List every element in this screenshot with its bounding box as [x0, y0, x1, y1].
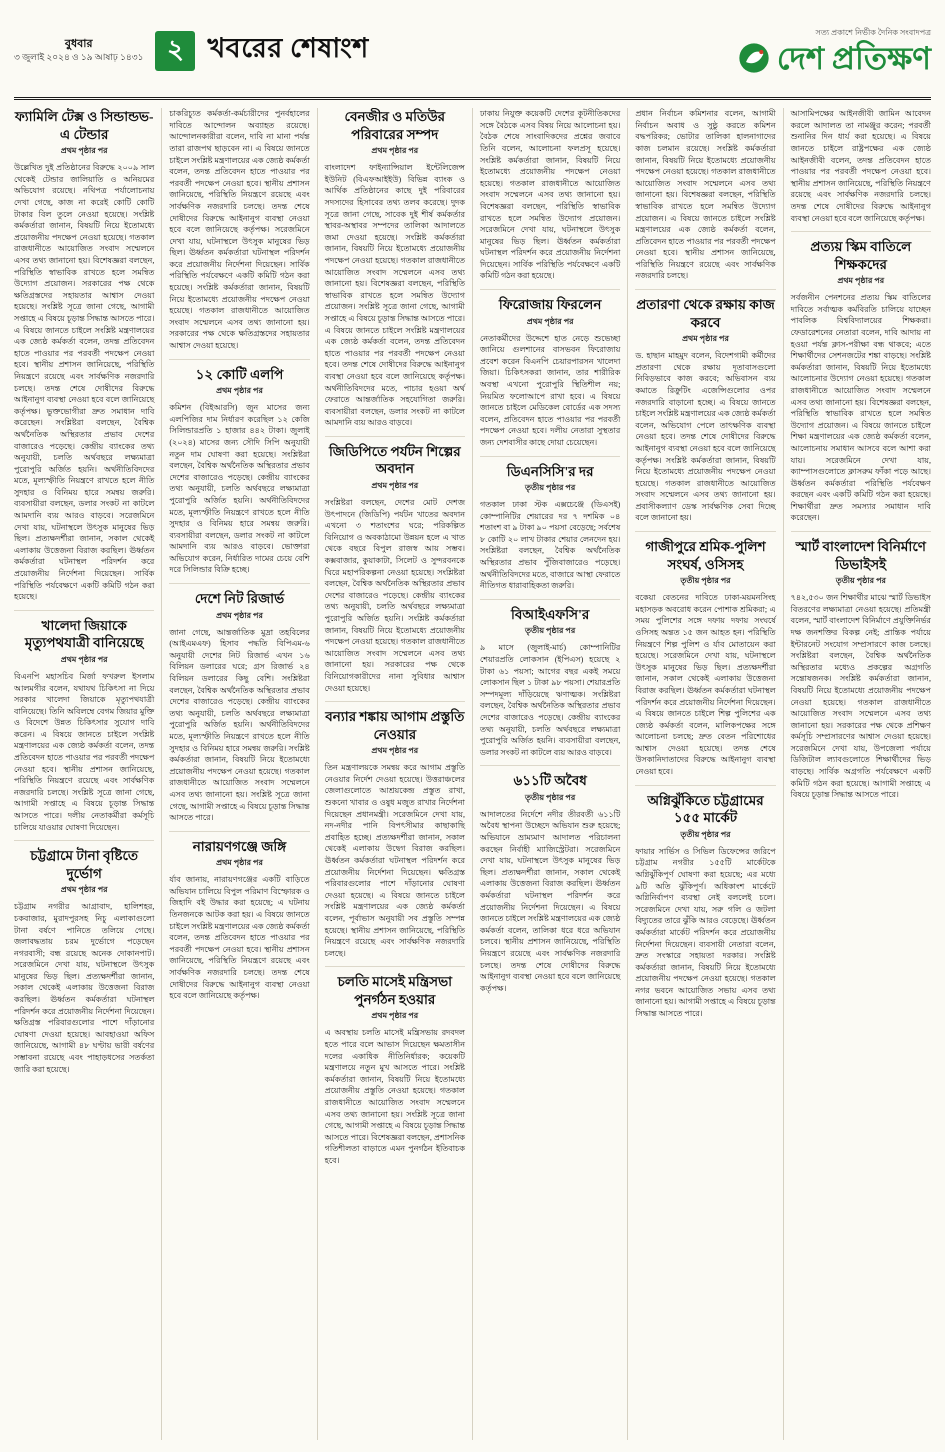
article-body: কমিশন (বিইআরসি) জুন মাসের জন্য এলপিজির দাম নির্ধারণ করেছিল ১২ কেজি সিলিন্ডারপ্রতি ১ হাজার ৪৪২ টাকা। জুলাই (২০২৪) মাসের জন্য সৌদি সিপি অনুযায়ী নতুন দাম ঘোষণা করা হয়েছে। সংশ্লিষ্টরা বলছেন, বৈশ্বিক অর্থনৈতিক অস্থিরতার প্রভাব দেশের বাজারেও পড়েছে। কেন্দ্রীয় ব্যাংকের তথ্য অনুযায়ী, চলতি অর্থবছরে লক্ষ্যমাত্রা পুরোপুরি অর্জিত হয়নি। অর্থনীতিবিদদের মতে, মূল্যস্ফীতি নিয়ন্ত্রণে রাখতে হলে নীতি সুদহার ও বিনিময় হারে সমন্বয় জরুরি। ব্যবসায়ীরা বলছেন, ডলার সংকট না কাটলে আমদানি ব্যয় আরও বাড়বে। ভোক্তারা অভিযোগ করেন, নির্ধারিত দামের চেয়ে বেশি দরে সিলিন্ডার বিক্রি হচ্ছে।	[169, 403, 310, 575]
column-4	[472, 108, 627, 1440]
article-headline: জিডিপিতে পর্যটন শিল্পের অবদান	[328, 443, 461, 477]
article-headline: ফিরোজায় ফিরলেন	[498, 297, 602, 313]
article-body: বিএনপি মহাসচিব মির্জা ফখরুল ইসলাম আলমগীর বলেন, যথাযথ চিকিৎসা না দিয়ে সরকার খালেদা জিয়াকে মৃত্যুপথযাত্রী বানিয়েছে। তিনি অবিলম্বে বেগম জিয়ার মুক্তি ও বিদেশে উন্নত চিকিৎসার সুযোগ দাবি করেন। এ বিষয়ে জানতে চাইলে সংশ্লিষ্ট মন্ত্রণালয়ের এক জ্যেষ্ঠ কর্মকর্তা বলেন, তদন্ত প্রতিবেদন হাতে পাওয়ার পর পরবর্তী পদক্ষেপ নেওয়া হবে। স্থানীয় প্রশাসন জানিয়েছে, পরিস্থিতি নিয়ন্ত্রণে রয়েছে এবং সার্বক্ষণিক নজরদারি চলছে। সংশ্লিষ্ট সূত্রে জানা গেছে, আগামী সপ্তাহে এ বিষয়ে চূড়ান্ত সিদ্ধান্ত আসতে পারে। দলীয় নেতাকর্মীরা কর্মসূচি চালিয়ে যাওয়ার ঘোষণা দিয়েছেন।	[14, 671, 155, 832]
continued-from-label: তৃতীয় পৃষ্ঠার পর	[680, 829, 731, 839]
article-body: ড. হাছান মাহমুদ বলেন, বিদেশগামী কর্মীদের প্রতারণা থেকে রক্ষায় দূতাবাসগুলো নিবিড়ভাবে কাজ করবে; অভিবাসন ব্যয় কমাতে রিক্রুটিং এজেন্সিগুলোর ওপর নজরদারি বাড়ানো হচ্ছে। এ বিষয়ে জানতে চাইলে সংশ্লিষ্ট মন্ত্রণালয়ের এক জ্যেষ্ঠ কর্মকর্তা বলেন, অভিযোগ পেলে তাৎক্ষণিক ব্যবস্থা নেওয়া হবে। তদন্ত শেষে দোষীদের বিরুদ্ধে আইনানুগ ব্যবস্থা নেওয়া হবে বলে জানিয়েছে কর্তৃপক্ষ। সংশ্লিষ্ট কর্মকর্তারা জানান, বিষয়টি নিয়ে ইতোমধ্যে প্রয়োজনীয় পদক্ষেপ নেওয়া হয়েছে। গতকাল রাজধানীতে আয়োজিত সংবাদ সম্মেলনে এসব তথ্য জানানো হয়। প্রবাসীকল্যাণ ডেস্ক সার্বক্ষণিক সেবা দিচ্ছে বলে জানানো হয়।	[635, 351, 776, 523]
section-title: খবরের শেষাংশ	[207, 33, 369, 64]
article-body: জানা গেছে, আন্তর্জাতিক মুদ্রা তহবিলের (আইএমএফ) হিসাব পদ্ধতি বিপিএম-৬ অনুযায়ী দেশের নিট রিজার্ভ এখন ১৬ বিলিয়ন ডলারের ঘরে; গ্রস রিজার্ভ ২৪ বিলিয়ন ডলারের কিছু বেশি। সংশ্লিষ্টরা বলছেন, বৈশ্বিক অর্থনৈতিক অস্থিরতার প্রভাব দেশের বাজারেও পড়েছে। কেন্দ্রীয় ব্যাংকের তথ্য অনুযায়ী, চলতি অর্থবছরে লক্ষ্যমাত্রা পুরোপুরি অর্জিত হয়নি। অর্থনীতিবিদদের মতে, মূল্যস্ফীতি নিয়ন্ত্রণে রাখতে হলে নীতি সুদহার ও বিনিময় হারে সমন্বয় জরুরি। সংশ্লিষ্ট কর্মকর্তারা জানান, বিষয়টি নিয়ে ইতোমধ্যে প্রয়োজনীয় পদক্ষেপ নেওয়া হয়েছে। গতকাল রাজধানীতে আয়োজিত সংবাদ সম্মেলনে এসব তথ্য জানানো হয়। সংশ্লিষ্ট সূত্রে জানা গেছে, আগামী সপ্তাহে এ বিষয়ে চূড়ান্ত সিদ্ধান্ত আসতে পারে।	[169, 627, 310, 823]
article-body: বাংলাদেশ ফাইন্যান্সিয়াল ইন্টেলিজেন্স ইউনিট (বিএফআইইউ) বিভিন্ন ব্যাংক ও আর্থিক প্রতিষ্ঠানের কাছে দুই পরিবারের সদস্যদের হিসাবের তথ্য তলব করেছে। দুদক সূত্রে জানা গেছে, সাবেক দুই শীর্ষ কর্মকর্তার স্থাবর-অস্থাবর সম্পদের তালিকা আদালতে জমা দেওয়া হয়েছে। সংশ্লিষ্ট কর্মকর্তারা জানান, বিষয়টি নিয়ে ইতোমধ্যে প্রয়োজনীয় পদক্ষেপ নেওয়া হয়েছে। গতকাল রাজধানীতে আয়োজিত সংবাদ সম্মেলনে এসব তথ্য জানানো হয়। বিশেষজ্ঞরা বলছেন, পরিস্থিতি স্বাভাবিক রাখতে হলে সমন্বিত উদ্যোগ প্রয়োজন। সংশ্লিষ্ট সূত্রে জানা গেছে, আগামী সপ্তাহে এ বিষয়ে চূড়ান্ত সিদ্ধান্ত আসতে পারে। এ বিষয়ে জানতে চাইলে সংশ্লিষ্ট মন্ত্রণালয়ের এক জ্যেষ্ঠ কর্মকর্তা বলেন, তদন্ত প্রতিবেদন হাতে পাওয়ার পর পরবর্তী পদক্ষেপ নেওয়া হবে। তদন্ত শেষে দোষীদের বিরুদ্ধে আইনানুগ ব্যবস্থা নেওয়া হবে বলে জানিয়েছে কর্তৃপক্ষ। অর্থনীতিবিদদের মতে, পাচার হওয়া অর্থ ফেরাতে আন্তর্জাতিক সহযোগিতা জরুরি। ব্যবসায়ীরা বলছেন, ডলার সংকট না কাটলে আমদানি ব্যয় আরও বাড়বে।	[324, 163, 465, 428]
continued-from-label: প্রথম পৃষ্ঠার পর	[682, 334, 729, 344]
paper-logo-icon	[738, 42, 770, 74]
article-headline: প্রতারণা থেকে রক্ষায় কাজ করবে	[636, 297, 775, 330]
article-body: তিন মন্ত্রণালয়কে সমন্বয় করে আগাম প্রস্তুতি নেওয়ার নির্দেশ দেওয়া হয়েছে। উত্তরাঞ্চলের জেলাগুলোতে আশ্রয়কেন্দ্র প্রস্তুত রাখা, শুকনো খাবার ও ওষুধ মজুত রাখার নির্দেশনা দিয়েছেন প্রধানমন্ত্রী। সরেজমিনে দেখা যায়, নদ-নদীর পানি বিপৎসীমার কাছাকাছি প্রবাহিত হচ্ছে। প্রত্যক্ষদর্শীরা জানান, সকাল থেকেই এলাকায় উদ্বেগ বিরাজ করছিল। ঊর্ধ্বতন কর্মকর্তারা ঘটনাস্থল পরিদর্শন করে প্রয়োজনীয় নির্দেশনা দিয়েছেন। ক্ষতিগ্রস্ত পরিবারগুলোর পাশে দাঁড়ানোর ঘোষণা দেওয়া হয়েছে। এ বিষয়ে জানতে চাইলে সংশ্লিষ্ট মন্ত্রণালয়ের এক জ্যেষ্ঠ কর্মকর্তা বলেন, পূর্বাভাস অনুযায়ী সব প্রস্তুতি সম্পন্ন হয়েছে। স্থানীয় প্রশাসন জানিয়েছে, পরিস্থিতি নিয়ন্ত্রণে রয়েছে এবং সার্বক্ষণিক নজরদারি চলছে।	[324, 763, 465, 958]
article	[325, 108, 465, 429]
continued-from-label: তৃতীয় পৃষ্ঠার পর	[525, 792, 576, 802]
article-body: আদালতের নির্দেশে নদীর তীরবর্তী ৬১১টি অবৈধ স্থাপনা উচ্ছেদে অভিযান শুরু হয়েছে; অভিযানে ভ্রাম্যমাণ আদালত পরিচালনা করছেন নির্বাহী ম্যাজিস্ট্রেটরা। সরেজমিনে দেখা যায়, ঘটনাস্থলে উৎসুক মানুষের ভিড় ছিল। প্রত্যক্ষদর্শীরা জানান, সকাল থেকেই এলাকায় উত্তেজনা বিরাজ করছিল। ঊর্ধ্বতন কর্মকর্তারা ঘটনাস্থল পরিদর্শন করে প্রয়োজনীয় নির্দেশনা দিয়েছেন। এ বিষয়ে জানতে চাইলে সংশ্লিষ্ট মন্ত্রণালয়ের এক জ্যেষ্ঠ কর্মকর্তা বলেন, তালিকা ধরে ধরে অভিযান চলবে। স্থানীয় প্রশাসন জানিয়েছে, পরিস্থিতি নিয়ন্ত্রণে রয়েছে এবং সার্বক্ষণিক নজরদারি চলছে। তদন্ত শেষে দোষীদের বিরুদ্ধে আইনানুগ ব্যবস্থা নেওয়া হবে বলে জানিয়েছে কর্তৃপক্ষ।	[479, 809, 621, 993]
article-body: ৭৪২,৫৩০ জন শিক্ষার্থীর মাঝে স্মার্ট ডিভাইস বিতরণের লক্ষ্যমাত্রা নেওয়া হয়েছে। প্রতিমন্ত্রী বলেন, স্মার্ট বাংলাদেশ বিনির্মাণে প্রযুক্তিনির্ভর দক্ষ জনশক্তির বিকল্প নেই; প্রান্তিক পর্যায়ে ইন্টারনেট সংযোগ সম্প্রসারণে কাজ চলছে। সংশ্লিষ্টরা বলছেন, বৈশ্বিক অর্থনৈতিক অস্থিরতার মধ্যেও প্রকল্পের অগ্রগতি সন্তোষজনক। সংশ্লিষ্ট কর্মকর্তারা জানান, বিষয়টি নিয়ে ইতোমধ্যে প্রয়োজনীয় পদক্ষেপ নেওয়া হয়েছে। গতকাল রাজধানীতে আয়োজিত সংবাদ সম্মেলনে এসব তথ্য জানানো হয়। সরকারের পক্ষ থেকে প্রশিক্ষণ কর্মসূচি সম্প্রসারণের আশ্বাস দেওয়া হয়েছে। সরেজমিনে দেখা যায়, উপজেলা পর্যায়ে ডিজিটাল ল্যাবগুলোতে শিক্ষার্থীদের ভিড় বাড়ছে। সার্বিক অগ্রগতি পর্যবেক্ষণে একটি কমিটি গঠন করা হয়েছে। আগামী সপ্তাহে এ বিষয়ে চূড়ান্ত সিদ্ধান্ত আসতে পারে।	[790, 593, 931, 800]
weekday-label: বুধবার	[64, 38, 93, 51]
article-body: ৯ মাসে (জুলাই-মার্চ) কোম্পানিটির শেয়ারপ্রতি লোকসান (ইপিএস) হয়েছে ২ টাকা ৬১ পয়সা; আগের বছর একই সময়ে লোকসান ছিল ১ টাকা ৯৮ পয়সা। শেয়ারপ্রতি সম্পদমূল্য দাঁড়িয়েছে ঋণাত্মক। সংশ্লিষ্টরা বলছেন, বৈশ্বিক অর্থনৈতিক অস্থিরতার প্রভাব দেশের বাজারেও পড়েছে। কেন্দ্রীয় ব্যাংকের তথ্য অনুযায়ী, চলতি অর্থবছরে লক্ষ্যমাত্রা পুরোপুরি অর্জিত হয়নি। ব্যবসায়ীরা বলছেন, ডলার সংকট না কাটলে ব্যয় আরও বাড়বে।	[479, 643, 621, 757]
page-number-badge: ২	[155, 31, 195, 71]
column-6	[783, 108, 931, 1440]
continued-from-label: প্রথম পৃষ্ঠার পর	[371, 146, 419, 156]
article	[14, 840, 154, 1075]
article-body: নেতাকর্মীদের উদ্দেশে হাত নেড়ে শুভেচ্ছা জানিয়ে গুলশানের বাসভবন ফিরোজায় প্রবেশ করেন বিএনপি চেয়ারপারসন খালেদা জিয়া। চিকিৎসকরা জানান, তার শারীরিক অবস্থা এখনো পুরোপুরি স্থিতিশীল নয়; নিয়মিত ফলোআপে রাখা হবে। এ বিষয়ে জানতে চাইলে মেডিকেল বোর্ডের এক সদস্য বলেন, প্রতিবেদন হাতে পাওয়ার পর পরবর্তী পদক্ষেপ নেওয়া হবে। দলীয় নেতারা সুস্থতার জন্য দেশবাসীর কাছে দোয়া চেয়েছেন।	[479, 333, 621, 447]
article-body: আসামিপক্ষের আইনজীবী জামিন আবেদন করলে আদালত তা নামঞ্জুর করেন; পরবর্তী শুনানির দিন ধার্য করা হয়েছে। এ বিষয়ে জানতে চাইলে রাষ্ট্রপক্ষের এক জ্যেষ্ঠ আইনজীবী বলেন, তদন্ত প্রতিবেদন হাতে পাওয়ার পর পরবর্তী পদক্ষেপ নেওয়া হবে। স্থানীয় প্রশাসন জানিয়েছে, পরিস্থিতি নিয়ন্ত্রণে রয়েছে এবং সার্বক্ষণিক নজরদারি চলছে। তদন্ত শেষে দোষীদের বিরুদ্ধে আইনানুগ ব্যবস্থা নেওয়া হবে বলে জানিয়েছে কর্তৃপক্ষ।	[790, 109, 931, 223]
column-5	[627, 108, 782, 1440]
article	[325, 966, 465, 1166]
continued-from-label: প্রথম পৃষ্ঠার পর	[371, 746, 419, 756]
article-body: র্যাব জানায়, নারায়ণগঞ্জের একটি বাড়িতে অভিযান চালিয়ে বিপুল পরিমাণ বিস্ফোরক ও জিহাদি বই উদ্ধার করা হয়েছে; এ ঘটনায় তিনজনকে আটক করা হয়। এ বিষয়ে জানতে চাইলে সংশ্লিষ্ট মন্ত্রণালয়ের এক জ্যেষ্ঠ কর্মকর্তা বলেন, তদন্ত প্রতিবেদন হাতে পাওয়ার পর পরবর্তী পদক্ষেপ নেওয়া হবে। স্থানীয় প্রশাসন জানিয়েছে, পরিস্থিতি নিয়ন্ত্রণে রয়েছে এবং সার্বক্ষণিক নজরদারি চলছে। তদন্ত শেষে দোষীদের বিরুদ্ধে আইনানুগ ব্যবস্থা নেওয়া হবে বলে জানিয়েছে কর্তৃপক্ষ।	[169, 875, 310, 1001]
article-body: চট্টগ্রাম নগরীর আগ্রাবাদ, হালিশহর, চকবাজার, মুরাদপুরসহ নিচু এলাকাগুলো টানা বর্ষণে পানিতে তলিয়ে গেছে। জলাবদ্ধতায় চরম দুর্ভোগে পড়েছেন নগরবাসী; বন্ধ রয়েছে অনেক দোকানপাট। সরেজমিনে দেখা যায়, ঘটনাস্থলে উৎসুক মানুষের ভিড় ছিল। প্রত্যক্ষদর্শীরা জানান, সকাল থেকেই এলাকায় উত্তেজনা বিরাজ করছিল। ঊর্ধ্বতন কর্মকর্তারা ঘটনাস্থল পরিদর্শন করে প্রয়োজনীয় নির্দেশনা দিয়েছেন। ক্ষতিগ্রস্ত পরিবারগুলোর পাশে দাঁড়ানোর ঘোষণা দেওয়া হয়েছে। আবহাওয়া অফিস জানিয়েছে, আগামী ৪৮ ঘণ্টায় ভারী বর্ষণের সম্ভাবনা রয়েছে এবং পাহাড়ধসের সতর্কতা জারি করা হয়েছে।	[14, 902, 155, 1074]
date-label: ৩ জুলাই ২০২৪ ও ১৯ আষাঢ় ১৪৩১	[14, 51, 144, 62]
article-body: সংশ্লিষ্টরা বলছেন, দেশের মোট দেশজ উৎপাদনে (জিডিপি) পর্যটন খাতের অবদান এখনো ৩ শতাংশের ঘরে; পরিকল্পিত বিনিয়োগ ও অবকাঠামো উন্নয়ন হলে এ খাত থেকে বছরে বিপুল রাজস্ব আয় সম্ভব। কক্সবাজার, কুয়াকাটা, সিলেট ও সুন্দরবনকে ঘিরে মহাপরিকল্পনা নেওয়া হয়েছে। সংশ্লিষ্টরা বলছেন, বৈশ্বিক অর্থনৈতিক অস্থিরতার প্রভাব দেশের বাজারেও পড়েছে। কেন্দ্রীয় ব্যাংকের তথ্য অনুযায়ী, চলতি অর্থবছরে লক্ষ্যমাত্রা পুরোপুরি অর্জিত হয়নি। সংশ্লিষ্ট কর্মকর্তারা জানান, বিষয়টি নিয়ে ইতোমধ্যে প্রয়োজনীয় পদক্ষেপ নেওয়া হয়েছে। গতকাল রাজধানীতে আয়োজিত সংবাদ সম্মেলনে এসব তথ্য জানানো হয়। সরকারের পক্ষ থেকে বিনিয়োগকারীদের নানা সুবিধার আশ্বাস দেওয়া হয়েছে।	[324, 498, 465, 693]
article-headline: প্রত্যয় স্কিম বাতিলে শিক্ষকদের	[810, 239, 912, 272]
continued-from-label: প্রথম পৃষ্ঠার পর	[216, 858, 263, 868]
article	[480, 289, 620, 448]
article-headline: ডিএনসিসি'র দর	[506, 463, 594, 479]
article	[169, 583, 309, 824]
column-2	[161, 108, 316, 1440]
continued-from-label: তৃতীয় পৃষ্ঠার পর	[680, 576, 731, 586]
column-1	[14, 108, 161, 1440]
continued-from-label: তৃতীয় পৃষ্ঠার পর	[525, 626, 576, 636]
article-headline: স্মার্ট বাংলাদেশ বিনির্মাণে ডিভাইসই	[795, 539, 926, 572]
article-headline: ফ্যামিলি টেক্স ও সিন্ডান্ডভ-এ টেন্ডার	[14, 109, 154, 142]
article-headline: ১২ কোটি এলপি	[195, 366, 284, 382]
article-headline: নারায়ণগঞ্জে জঙ্গি	[192, 838, 287, 854]
continued-from-label: প্রথম পৃষ্ঠার পর	[837, 276, 885, 286]
article-headline: গাজীপুরে শ্রমিক-পুলিশ সংঘর্ষ, ওসিসহ	[645, 539, 766, 572]
article-headline: দেশে নিট রিজার্ভ	[194, 591, 285, 607]
article-body: বকেয়া বেতনের দাবিতে ঢাকা-ময়মনসিংহ মহাসড়ক অবরোধ করেন পোশাক শ্রমিকরা; এ সময় পুলিশের সঙ্গে দফায় দফায় সংঘর্ষে ওসিসহ অন্তত ১৫ জন আহত হন। পরিস্থিতি নিয়ন্ত্রণে শিল্প পুলিশ ও র্যাব মোতায়েন করা হয়েছে। সরেজমিনে দেখা যায়, ঘটনাস্থলে উৎসুক মানুষের ভিড় ছিল। প্রত্যক্ষদর্শীরা জানান, সকাল থেকেই এলাকায় উত্তেজনা বিরাজ করছিল। ঊর্ধ্বতন কর্মকর্তারা ঘটনাস্থল পরিদর্শন করে প্রয়োজনীয় নির্দেশনা দিয়েছেন। এ বিষয়ে জানতে চাইলে শিল্প পুলিশের এক জ্যেষ্ঠ কর্মকর্তা বলেন, মালিকপক্ষের সঙ্গে আলোচনা চলছে; দ্রুত বেতন পরিশোধের আশ্বাস দেওয়া হয়েছে। তদন্ত শেষে উসকানিদাতাদের বিরুদ্ধে আইনানুগ ব্যবস্থা নেওয়া হবে।	[635, 593, 776, 777]
article-body: এ অবস্থায় চলতি মাসেই মন্ত্রিসভায় রদবদল হতে পারে বলে আভাস দিয়েছেন ক্ষমতাসীন দলের একাধিক নীতিনির্ধারক; কয়েকটি মন্ত্রণালয়ে নতুন মুখ আসতে পারে। সংশ্লিষ্ট কর্মকর্তারা জানান, বিষয়টি নিয়ে ইতোমধ্যে প্রয়োজনীয় প্রস্তুতি নেওয়া হয়েছে। গতকাল রাজধানীতে আয়োজিত সংবাদ সম্মেলনে এসব তথ্য জানানো হয়। সংশ্লিষ্ট সূত্রে জানা গেছে, আগামী সপ্তাহে এ বিষয়ে চূড়ান্ত সিদ্ধান্ত আসতে পারে। বিশেষজ্ঞরা বলছেন, প্রশাসনিক গতিশীলতা বাড়াতে এমন পুনর্গঠন ইতিবাচক হবে।	[324, 1028, 465, 1165]
article-headline: বন্যার শঙ্কায় আগাম প্রস্তুতি নেওয়ার	[325, 709, 465, 742]
continued-from-label: প্রথম পৃষ্ঠার পর	[216, 386, 263, 396]
article	[14, 610, 154, 833]
article	[325, 701, 465, 959]
continued-from-label: প্রথম পৃষ্ঠার পর	[371, 481, 419, 490]
article	[791, 231, 931, 524]
article-columns	[14, 108, 931, 1440]
article-headline: বিআইএফসি'র	[511, 606, 590, 622]
article	[14, 108, 154, 603]
paper-name: দেশ প্রতিক্ষণ	[776, 40, 931, 76]
article-headline: চট্টগ্রামে টানা বৃষ্টিতে দুর্ভোগ	[30, 848, 139, 881]
article-body: প্রধান নির্বাচন কমিশনার বলেন, আগামী নির্বাচন অবাধ ও সুষ্ঠু করতে কমিশন বদ্ধপরিকর; ভোটার তালিকা হালনাগাদের কাজ চলমান রয়েছে। সংশ্লিষ্ট কর্মকর্তারা জানান, বিষয়টি নিয়ে ইতোমধ্যে প্রয়োজনীয় পদক্ষেপ নেওয়া হয়েছে। গতকাল রাজধানীতে আয়োজিত সংবাদ সম্মেলনে এসব তথ্য জানানো হয়। বিশেষজ্ঞরা বলছেন, পরিস্থিতি স্বাভাবিক রাখতে হলে সমন্বিত উদ্যোগ প্রয়োজন। এ বিষয়ে জানতে চাইলে সংশ্লিষ্ট মন্ত্রণালয়ের এক জ্যেষ্ঠ কর্মকর্তা বলেন, প্রতিবেদন হাতে পাওয়ার পর পরবর্তী পদক্ষেপ নেওয়া হবে। স্থানীয় প্রশাসন জানিয়েছে, পরিস্থিতি নিয়ন্ত্রণে রয়েছে এবং সার্বক্ষণিক নজরদারি চলছে।	[635, 109, 776, 281]
article-body: গতকাল ঢাকা স্টক এক্সচেঞ্জে (ডিএসই) কোম্পানিটির শেয়ারের দর ৭ দশমিক ০৪ শতাংশ বা ৯ টাকা ৯০ পয়সা বেড়েছে; সর্বশেষ ৮ কোটি ২০ লাখ টাকার শেয়ার লেনদেন হয়। সংশ্লিষ্টরা বলছেন, বৈশ্বিক অর্থনৈতিক অস্থিরতার প্রভাব পুঁজিবাজারেও পড়েছে। অর্থনীতিবিদদের মতে, বাজারে আস্থা ফেরাতে নীতিগত ধারাবাহিকতা জরুরি।	[479, 500, 621, 591]
article	[635, 289, 775, 524]
article-body: ফায়ার সার্ভিস ও সিভিল ডিফেন্সের জরিপে চট্টগ্রাম নগরীর ১৫৫টি মার্কেটকে অগ্নিঝুঁকিপূর্ণ ঘোষণা করা হয়েছে; এর মধ্যে ৯টি অতি ঝুঁকিপূর্ণ। অধিকাংশ মার্কেটে অগ্নিনির্বাপণ ব্যবস্থা নেই বললেই চলে। সরেজমিনে দেখা যায়, সরু গলি ও জটলা বিদ্যুতের তারে ঝুঁকি আরও বেড়েছে। ঊর্ধ্বতন কর্মকর্তারা মার্কেট পরিদর্শন করে প্রয়োজনীয় নির্দেশনা দিয়েছেন। ব্যবসায়ী নেতারা বলেন, দ্রুত সংস্কারে সহায়তা দরকার। সংশ্লিষ্ট কর্মকর্তারা জানান, বিষয়টি নিয়ে ইতোমধ্যে প্রয়োজনীয় পদক্ষেপ নেওয়া হয়েছে। গতকাল নগর ভবনে আয়োজিত সভায় এসব তথ্য জানানো হয়। আগামী সপ্তাহে এ বিষয়ে চূড়ান্ত সিদ্ধান্ত আসতে পারে।	[635, 846, 776, 1019]
article	[169, 359, 309, 576]
article-headline: খালেদা জিয়াকে মৃত্যুপথযাত্রী বানিয়েছে	[24, 617, 144, 651]
article	[635, 531, 775, 778]
article	[635, 785, 775, 1020]
article-headline: বেনজীর ও মতিউর পরিবারের সম্পদ	[344, 109, 446, 142]
article-continuation	[635, 108, 775, 282]
continued-from-label: প্রথম পৃষ্ঠার পর	[371, 1011, 419, 1021]
article-headline: অগ্নিঝুঁকিতে চট্টগ্রামের ১৫৫ মার্কেট	[647, 792, 764, 826]
article-body: সর্বজনীন পেনশনের প্রত্যয় স্কিম বাতিলের দাবিতে সর্বাত্মক কর্মবিরতি চালিয়ে যাচ্ছেন পাবলিক বিশ্ববিদ্যালয়ের শিক্ষকরা। ফেডারেশনের নেতারা বলেন, দাবি আদায় না হওয়া পর্যন্ত ক্লাস-পরীক্ষা বন্ধ থাকবে; এতে শিক্ষার্থীদের সেশনজটের শঙ্কা বাড়ছে। সংশ্লিষ্ট কর্মকর্তারা জানান, বিষয়টি নিয়ে ইতোমধ্যে আলোচনার উদ্যোগ নেওয়া হয়েছে। গতকাল রাজধানীতে আয়োজিত সংবাদ সম্মেলনে এসব তথ্য জানানো হয়। বিশেষজ্ঞরা বলছেন, পরিস্থিতি স্বাভাবিক রাখতে হলে সমন্বিত উদ্যোগ প্রয়োজন। এ বিষয়ে জানতে চাইলে শিক্ষা মন্ত্রণালয়ের এক জ্যেষ্ঠ কর্মকর্তা বলেন, আলোচনায় সমাধান আসবে বলে আশা করা যায়। সরেজমিনে দেখা যায়, ক্যাম্পাসগুলোতে ক্লাসরুম ফাঁকা পড়ে আছে। ঊর্ধ্বতন কর্মকর্তারা পরিস্থিতি পর্যবেক্ষণ করছেন এবং একটি কমিটি গঠন করা হয়েছে। শিক্ষার্থীরা দ্রুত সমস্যার সমাধান দাবি করেছেন।	[790, 293, 931, 523]
continued-from-label: প্রথম পৃষ্ঠার পর	[216, 610, 263, 620]
continued-from-label: প্রথম পৃষ্ঠার পর	[60, 885, 108, 895]
continued-from-label: তৃতীয় পৃষ্ঠার পর	[835, 576, 886, 586]
date-block	[14, 38, 143, 63]
article	[480, 765, 620, 994]
continued-from-label: প্রথম পৃষ্ঠার পর	[60, 654, 108, 664]
article-continuation	[791, 108, 931, 224]
article-body: উল্লেখিত দুই প্রতিষ্ঠানের বিরুদ্ধে ২০০৯ সাল থেকেই টেন্ডার জালিয়াতি ও অনিয়মের অভিযোগ রয়েছে। নথিপত্র পর্যালোচনায় দেখা গেছে, কাজ না করেই কোটি কোটি টাকার বিল তুলে নেওয়া হয়েছে। সংশ্লিষ্ট কর্মকর্তারা জানান, বিষয়টি নিয়ে ইতোমধ্যে প্রয়োজনীয় পদক্ষেপ নেওয়া হয়েছে। গতকাল রাজধানীতে আয়োজিত সংবাদ সম্মেলনে এসব তথ্য জানানো হয়। বিশেষজ্ঞরা বলছেন, পরিস্থিতি স্বাভাবিক রাখতে হলে সমন্বিত উদ্যোগ প্রয়োজন। সরকারের পক্ষ থেকে ক্ষতিগ্রস্তদের সহায়তার আশ্বাস দেওয়া হয়েছে। সংশ্লিষ্ট সূত্রে জানা গেছে, আগামী সপ্তাহে এ বিষয়ে চূড়ান্ত সিদ্ধান্ত আসতে পারে। এ বিষয়ে জানতে চাইলে সংশ্লিষ্ট মন্ত্রণালয়ের এক জ্যেষ্ঠ কর্মকর্তা বলেন, তদন্ত প্রতিবেদন হাতে পাওয়ার পর পরবর্তী পদক্ষেপ নেওয়া হবে। স্থানীয় প্রশাসন জানিয়েছে, পরিস্থিতি নিয়ন্ত্রণে রয়েছে এবং সার্বক্ষণিক নজরদারি চলছে। তদন্ত শেষে দোষীদের বিরুদ্ধে আইনানুগ ব্যবস্থা নেওয়া হবে বলে জানিয়েছে কর্তৃপক্ষ। ভুক্তভোগীরা দ্রুত সমাধান দাবি করেছেন। সংশ্লিষ্টরা বলছেন, বৈশ্বিক অর্থনৈতিক অস্থিরতার প্রভাব দেশের বাজারেও পড়েছে। কেন্দ্রীয় ব্যাংকের তথ্য অনুযায়ী, চলতি অর্থবছরে লক্ষ্যমাত্রা পুরোপুরি অর্জিত হয়নি। অর্থনীতিবিদদের মতে, মূল্যস্ফীতি নিয়ন্ত্রণে রাখতে হলে নীতি সুদহার ও বিনিময় হারে সমন্বয় জরুরি। ব্যবসায়ীরা বলছেন, ডলার সংকট না কাটলে আমদানি ব্যয় আরও বাড়বে। সরেজমিনে দেখা যায়, ঘটনাস্থলে উৎসুক মানুষের ভিড় ছিল। প্রত্যক্ষদর্শীরা জানান, সকাল থেকেই এলাকায় উত্তেজনা বিরাজ করছিল। ঊর্ধ্বতন কর্মকর্তারা ঘটনাস্থল পরিদর্শন করে প্রয়োজনীয় নির্দেশনা দিয়েছেন। সার্বিক পরিস্থিতি পর্যবেক্ষণে একটি কমিটি গঠন করা হয়েছে।	[14, 163, 155, 602]
article-headline: ৬১১টি অবৈধ	[513, 773, 587, 789]
continued-from-label: প্রথম পৃষ্ঠার পর	[526, 316, 574, 326]
article-continuation	[169, 108, 309, 351]
article	[791, 531, 931, 801]
article-body: চাকরিচ্যুত কর্মকর্তা-কর্মচারীদের পুনর্বহালের দাবিতে আন্দোলন অব্যাহত রয়েছে। আন্দোলনকারীরা বলেন, দাবি না মানা পর্যন্ত তারা রাজপথ ছাড়বেন না। এ বিষয়ে জানতে চাইলে সংশ্লিষ্ট মন্ত্রণালয়ের এক জ্যেষ্ঠ কর্মকর্তা বলেন, তদন্ত প্রতিবেদন হাতে পাওয়ার পর পরবর্তী পদক্ষেপ নেওয়া হবে। স্থানীয় প্রশাসন জানিয়েছে, পরিস্থিতি নিয়ন্ত্রণে রয়েছে এবং সার্বক্ষণিক নজরদারি চলছে। তদন্ত শেষে দোষীদের বিরুদ্ধে আইনানুগ ব্যবস্থা নেওয়া হবে বলে জানিয়েছে কর্তৃপক্ষ। সরেজমিনে দেখা যায়, ঘটনাস্থলে উৎসুক মানুষের ভিড় ছিল। ঊর্ধ্বতন কর্মকর্তারা ঘটনাস্থল পরিদর্শন করে প্রয়োজনীয় নির্দেশনা দিয়েছেন। সার্বিক পরিস্থিতি পর্যবেক্ষণে একটি কমিটি গঠন করা হয়েছে। সংশ্লিষ্ট কর্মকর্তারা জানান, বিষয়টি নিয়ে ইতোমধ্যে প্রয়োজনীয় পদক্ষেপ নেওয়া হয়েছে। গতকাল রাজধানীতে আয়োজিত সংবাদ সম্মেলনে এসব তথ্য জানানো হয়। সরকারের পক্ষ থেকে ক্ষতিগ্রস্তদের সহায়তার আশ্বাস দেওয়া হয়েছে।	[169, 109, 310, 351]
paper-tagline: সত্য প্রকাশে নির্ভীক দৈনিক সংবাদপত্র	[815, 28, 931, 38]
masthead	[14, 10, 931, 100]
paper-masthead	[738, 27, 931, 74]
article-continuation	[480, 108, 620, 282]
article	[480, 456, 620, 592]
continued-from-label: প্রথম পৃষ্ঠার পর	[60, 146, 108, 156]
article	[325, 436, 465, 694]
article-headline: চলতি মাসেই মন্ত্রিসভা পুনর্গঠন হওয়ার	[337, 974, 453, 1007]
article	[480, 599, 620, 758]
column-3	[317, 108, 472, 1440]
continued-from-label: তৃতীয় পৃষ্ঠার পর	[525, 483, 576, 493]
article	[169, 831, 309, 1002]
article-body: ঢাকায় নিযুক্ত কয়েকটি দেশের কূটনীতিকদের সঙ্গে বৈঠকে এসব বিষয় নিয়ে আলোচনা হয়। বৈঠক শেষে সাংবাদিকদের প্রশ্নের জবাবে তিনি বলেন, আলোচনা ফলপ্রসূ হয়েছে। সংশ্লিষ্ট কর্মকর্তারা জানান, বিষয়টি নিয়ে ইতোমধ্যে প্রয়োজনীয় পদক্ষেপ নেওয়া হয়েছে। গতকাল রাজধানীতে আয়োজিত সংবাদ সম্মেলনে এসব তথ্য জানানো হয়। বিশেষজ্ঞরা বলছেন, পরিস্থিতি স্বাভাবিক রাখতে হলে সমন্বিত উদ্যোগ প্রয়োজন। সরেজমিনে দেখা যায়, ঘটনাস্থলে উৎসুক মানুষের ভিড় ছিল। ঊর্ধ্বতন কর্মকর্তারা ঘটনাস্থল পরিদর্শন করে প্রয়োজনীয় নির্দেশনা দিয়েছেন। সার্বিক পরিস্থিতি পর্যবেক্ষণে একটি কমিটি গঠন করা হয়েছে।	[479, 109, 621, 281]
